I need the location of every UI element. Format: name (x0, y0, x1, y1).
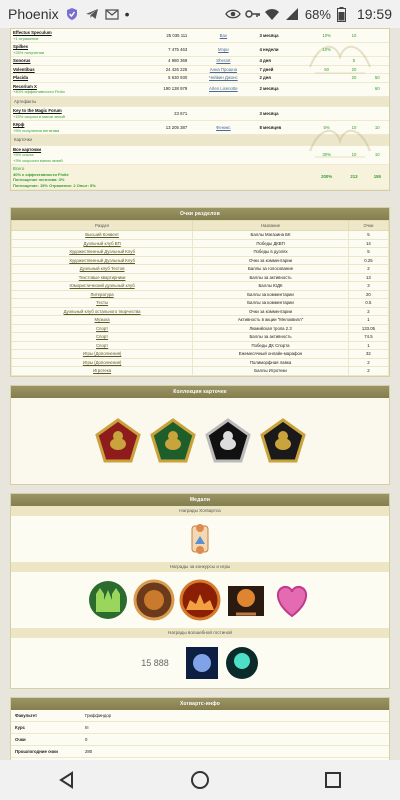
contest-awards-label: Награды за конкурсы и игры (11, 562, 389, 572)
score-points: 1 (348, 341, 388, 350)
score-name: Баллы за активность (193, 273, 349, 282)
cards-p3: 10 (366, 145, 389, 165)
top_rows-bonus: +1 отражение (13, 35, 39, 41)
artifacts-link[interactable]: Феникс (216, 124, 231, 130)
card-ravenclaw[interactable] (205, 418, 251, 464)
cards-p1: 30% (311, 145, 342, 165)
hogwarts-info-title: Хогвартс-инфо (11, 698, 389, 710)
score-name: Баллы Магазина БК (193, 231, 349, 240)
top_rows-value: 25 035 111 (166, 32, 188, 38)
score-row (12, 273, 389, 282)
top_rows-value: 24 426 225 (165, 66, 188, 72)
score-row (12, 324, 389, 333)
telegram-icon (85, 7, 99, 21)
top_rows-p2: 20 (351, 66, 357, 72)
status-bar (0, 0, 400, 28)
top_rows-value: 7 475 463 (168, 46, 188, 52)
top_rows-bonus: +40% эффективности Fintio (13, 89, 65, 94)
watermark-logo-top (305, 37, 375, 77)
score-section-link[interactable]: Тесты (12, 299, 193, 308)
cards-bonus-1: +5% опыта (13, 152, 34, 157)
top_rows-bonus: +25% получения (13, 49, 45, 55)
green-orb-medal-icon[interactable] (225, 646, 259, 680)
card-gryffindor[interactable] (95, 418, 141, 464)
score-points: 1 (348, 316, 388, 325)
top_rows-link[interactable]: Bax (219, 32, 228, 38)
score-row (12, 290, 389, 299)
score-points: 5 (348, 231, 388, 240)
score-name: Активность в акции "Мелоквилл" (193, 316, 349, 325)
battery-icon (337, 7, 351, 21)
score-name: Баллы за голосование (193, 265, 349, 274)
score-name: Баллы за комментарии (193, 290, 349, 299)
dark-lamp-medal-icon[interactable] (226, 580, 266, 620)
score-section-link[interactable]: Дуэльный клуб остального творчества (12, 307, 193, 316)
clock: 19:59 (356, 6, 392, 22)
total-label: Всего (13, 166, 25, 171)
score-points: 0.25 (348, 256, 388, 265)
gmail-icon (105, 7, 119, 21)
score-row (12, 341, 389, 350)
info-value: III (83, 722, 389, 734)
score-section-link[interactable]: Художественный Дуэльный Клуб (12, 256, 193, 265)
artifacts-p1: 5% (323, 124, 330, 130)
scores-title: Очки разделов (11, 208, 389, 220)
score-name: Баллы ЮДК (193, 282, 349, 291)
cards-p2: 10 (342, 145, 365, 165)
blue-crystal-medal-icon[interactable] (185, 646, 219, 680)
top_rows-p1: 10% (322, 32, 331, 38)
recents-button[interactable] (313, 765, 353, 795)
score-name: Баллы за активность (193, 333, 349, 342)
score-name: Полиморфная лавка (193, 358, 349, 367)
recents-square-icon (324, 771, 342, 789)
scores-panel (10, 207, 390, 377)
eye-icon (225, 7, 239, 21)
info-value: 0 (83, 734, 389, 746)
top_rows-name[interactable]: Recorium X (13, 83, 37, 89)
score-section-link[interactable]: Музыка (12, 316, 193, 325)
total-line-1: 40% к эффективности Finite (13, 171, 69, 177)
score-section-link[interactable]: Литература (12, 290, 193, 299)
artifacts-value: 23 671 (174, 110, 188, 116)
total-row (11, 165, 389, 190)
cards-bonus-2: +3% скорости магии зелий (13, 157, 63, 163)
score-row (12, 333, 389, 342)
top_rows-duration: 7 дней (259, 66, 274, 72)
vpn-shield-icon (65, 7, 79, 21)
top_rows-link[interactable]: Мэри (218, 46, 229, 52)
score-row (12, 358, 389, 367)
scores-table (11, 220, 389, 376)
score-name: Ежемесячный онлайн-марафон (193, 350, 349, 359)
score-name: Баллы Игротеки (193, 367, 349, 376)
score-name: Победы ДКВП (193, 239, 349, 248)
medals-panel (10, 493, 390, 689)
battery-percent: 68% (304, 6, 331, 22)
home-circle-icon (190, 770, 210, 790)
artifacts-name[interactable]: Key to the Magic Forum (13, 108, 62, 113)
artifacts-label: Артефакты (11, 96, 389, 107)
hogwarts-awards-row (11, 516, 389, 562)
signal-icon (285, 7, 299, 21)
top_rows-duration: 3 месяца (259, 32, 279, 38)
score-section-link[interactable]: Спорт (12, 333, 193, 342)
score-section-link[interactable]: Дуэльный клуб Тестов (12, 265, 193, 274)
back-button[interactable] (47, 765, 87, 795)
card-slytherin[interactable] (150, 418, 196, 464)
top_rows-duration: 2 дня (259, 75, 271, 80)
scores-col-name: Название (193, 221, 349, 231)
top_rows-value: 4 980 369 (168, 58, 188, 63)
pink-heart-medal-icon[interactable] (272, 580, 312, 620)
page-viewport[interactable] (0, 28, 400, 760)
top_rows-link[interactable]: Arlen Lisenotte (209, 86, 238, 92)
scores-col-section: Раздел (12, 221, 193, 231)
top_rows-duration: 4 недели (259, 46, 279, 52)
score-name: Победы ДК Спорта (193, 341, 349, 350)
top_rows-value: 5 630 930 (168, 75, 188, 80)
emerald-castle-medal-icon[interactable] (88, 580, 128, 620)
artifacts-row (11, 107, 389, 121)
wifi-icon (265, 7, 279, 21)
score-section-link[interactable]: Игры (Дополнения) (12, 350, 193, 359)
top_rows-name[interactable]: Spilkes (13, 44, 29, 49)
app-name: Phoenix (8, 6, 59, 22)
score-points: 5 (348, 248, 388, 257)
cards-collection-panel (10, 385, 390, 485)
score-points: 3 (348, 282, 388, 291)
contest-awards-row (11, 572, 389, 628)
back-triangle-icon (58, 771, 76, 789)
artifacts-duration: 3 месяца (259, 110, 279, 116)
top_rows-link[interactable]: Sherart (216, 58, 231, 63)
score-section-link[interactable]: Спорт (12, 341, 193, 350)
magic-lounge-awards-label: Награды волшебной гостиной (11, 628, 389, 638)
score-section-link[interactable]: Спорт (12, 324, 193, 333)
score-points: 74.5 (348, 333, 388, 342)
top_rows-name[interactable]: Placida (13, 75, 29, 80)
cards-label: Карточки (11, 135, 389, 146)
total-p2: 213 (342, 165, 365, 190)
info-value: Гриффиндор (83, 710, 389, 722)
top_rows-duration: 4 дня (259, 58, 271, 63)
top_rows-row (11, 82, 389, 96)
score-name: Очки за комментарии (193, 256, 349, 265)
top_rows-p1: 50 (324, 66, 330, 72)
score-row (12, 307, 389, 316)
score-row (12, 367, 389, 376)
top_rows-link[interactable]: Анна Прошна (209, 66, 237, 72)
score-name: Очки за комментарии (193, 307, 349, 316)
top_rows-p2: 20 (351, 75, 357, 80)
artifacts-bonus: +5% получения негатива (13, 127, 60, 133)
score-section-link[interactable]: Дуэльный клуб ВП (12, 239, 193, 248)
info-row (11, 710, 389, 722)
info-row (11, 746, 389, 758)
score-row (12, 282, 389, 291)
effects-panel (10, 28, 390, 191)
score-row (12, 231, 389, 240)
total-line-2: Поглощение негатива: 3% (13, 177, 65, 182)
watermark-logo-bottom (305, 121, 375, 161)
magic-lounge-count: 15 888 (141, 657, 169, 668)
medals-title: Медали (11, 494, 389, 506)
hogwarts-awards-label: Награды Хогвартса (11, 506, 389, 516)
score-section-link[interactable]: Высший Конвент (12, 231, 193, 240)
artifacts-p2: 10 (351, 124, 357, 130)
score-section-link[interactable]: Юмористический дуэльный клуб (12, 282, 193, 291)
total-line-3: Поглощение: 15% Отражение: 2 Опыт: 5% (13, 182, 96, 188)
top_rows-duration: 2 месяца (259, 86, 279, 92)
score-section-link[interactable]: Игротека (12, 367, 193, 376)
score-points: 2 (348, 265, 388, 274)
top_rows-link[interactable]: Чейвин Джонс (209, 75, 238, 80)
scores-col-points: Очки (348, 221, 388, 231)
score-points: 13 (348, 273, 388, 282)
score-points: 20 (348, 290, 388, 299)
artifacts-bonus: +15% скорости магии зелий (13, 113, 65, 119)
magic-lounge-awards-row (11, 638, 389, 688)
top_rows-p2: 10 (351, 32, 357, 38)
score-points: 14 (348, 239, 388, 248)
top_rows-value: 190 138 979 (163, 86, 188, 92)
info-key: Прошлогодние очки (11, 746, 83, 758)
total-p3: 155 (366, 165, 389, 190)
top_rows-p2: 5 (352, 58, 356, 63)
score-points: 32 (348, 350, 388, 359)
artifacts-value: 13 205 387 (165, 124, 188, 130)
score-name: Баллы за комментарии (193, 299, 349, 308)
info-value: 280 (83, 746, 389, 758)
score-row (12, 256, 389, 265)
info-key: Очки (11, 734, 83, 746)
artifacts-duration: 8 месяцев (259, 124, 282, 130)
burning-city-medal-icon[interactable] (180, 580, 220, 620)
score-row (12, 316, 389, 325)
top_rows-name[interactable]: Effectus Speculum (13, 30, 52, 35)
score-row (12, 239, 389, 248)
score-row (12, 299, 389, 308)
key-icon (245, 7, 259, 21)
score-points: 2 (348, 367, 388, 376)
score-points: 0.5 (348, 299, 388, 308)
cards-row-name[interactable]: Все карточки (13, 146, 42, 152)
android-nav-bar (0, 760, 400, 800)
top_rows-name[interactable]: Sonorus (13, 58, 31, 63)
home-button[interactable] (180, 765, 220, 795)
artifacts-p3: 10 (374, 124, 380, 130)
artifacts-name[interactable]: Кёрф (13, 122, 25, 127)
score-name: Победы в дуэлях (193, 248, 349, 257)
info-key: Факультет (11, 710, 83, 722)
info-row (11, 722, 389, 734)
scroll-medal-icon[interactable] (187, 522, 213, 556)
score-points: 2 (348, 307, 388, 316)
info-key: Курс (11, 722, 83, 734)
score-points: 2 (348, 358, 388, 367)
cards-collection-title: Коллекция карточек (11, 386, 389, 398)
info-row (11, 734, 389, 746)
score-points: 133.05 (348, 324, 388, 333)
cards-collection (11, 398, 389, 484)
score-row (12, 265, 389, 274)
total-p1: 200% (311, 165, 342, 190)
score-section-link[interactable]: Художественный Дуэльный Клуб (12, 248, 193, 257)
score-row (12, 248, 389, 257)
card-hufflepuff[interactable] (260, 418, 306, 464)
score-name: Люмийская тропа 2.3 (193, 324, 349, 333)
top_rows-p3: 60 (374, 86, 380, 92)
dots-icon: • (124, 6, 130, 22)
score-row (12, 350, 389, 359)
top_rows-name[interactable]: Volentibus (13, 66, 35, 72)
top_rows-p3: 50 (374, 75, 380, 80)
top_rows-p1: 10% (322, 46, 331, 52)
score-section-link[interactable]: Игры (Дополнения) (12, 358, 193, 367)
bronze-medal-icon[interactable] (134, 580, 174, 620)
score-section-link[interactable]: Текстовые квартирники (12, 273, 193, 282)
